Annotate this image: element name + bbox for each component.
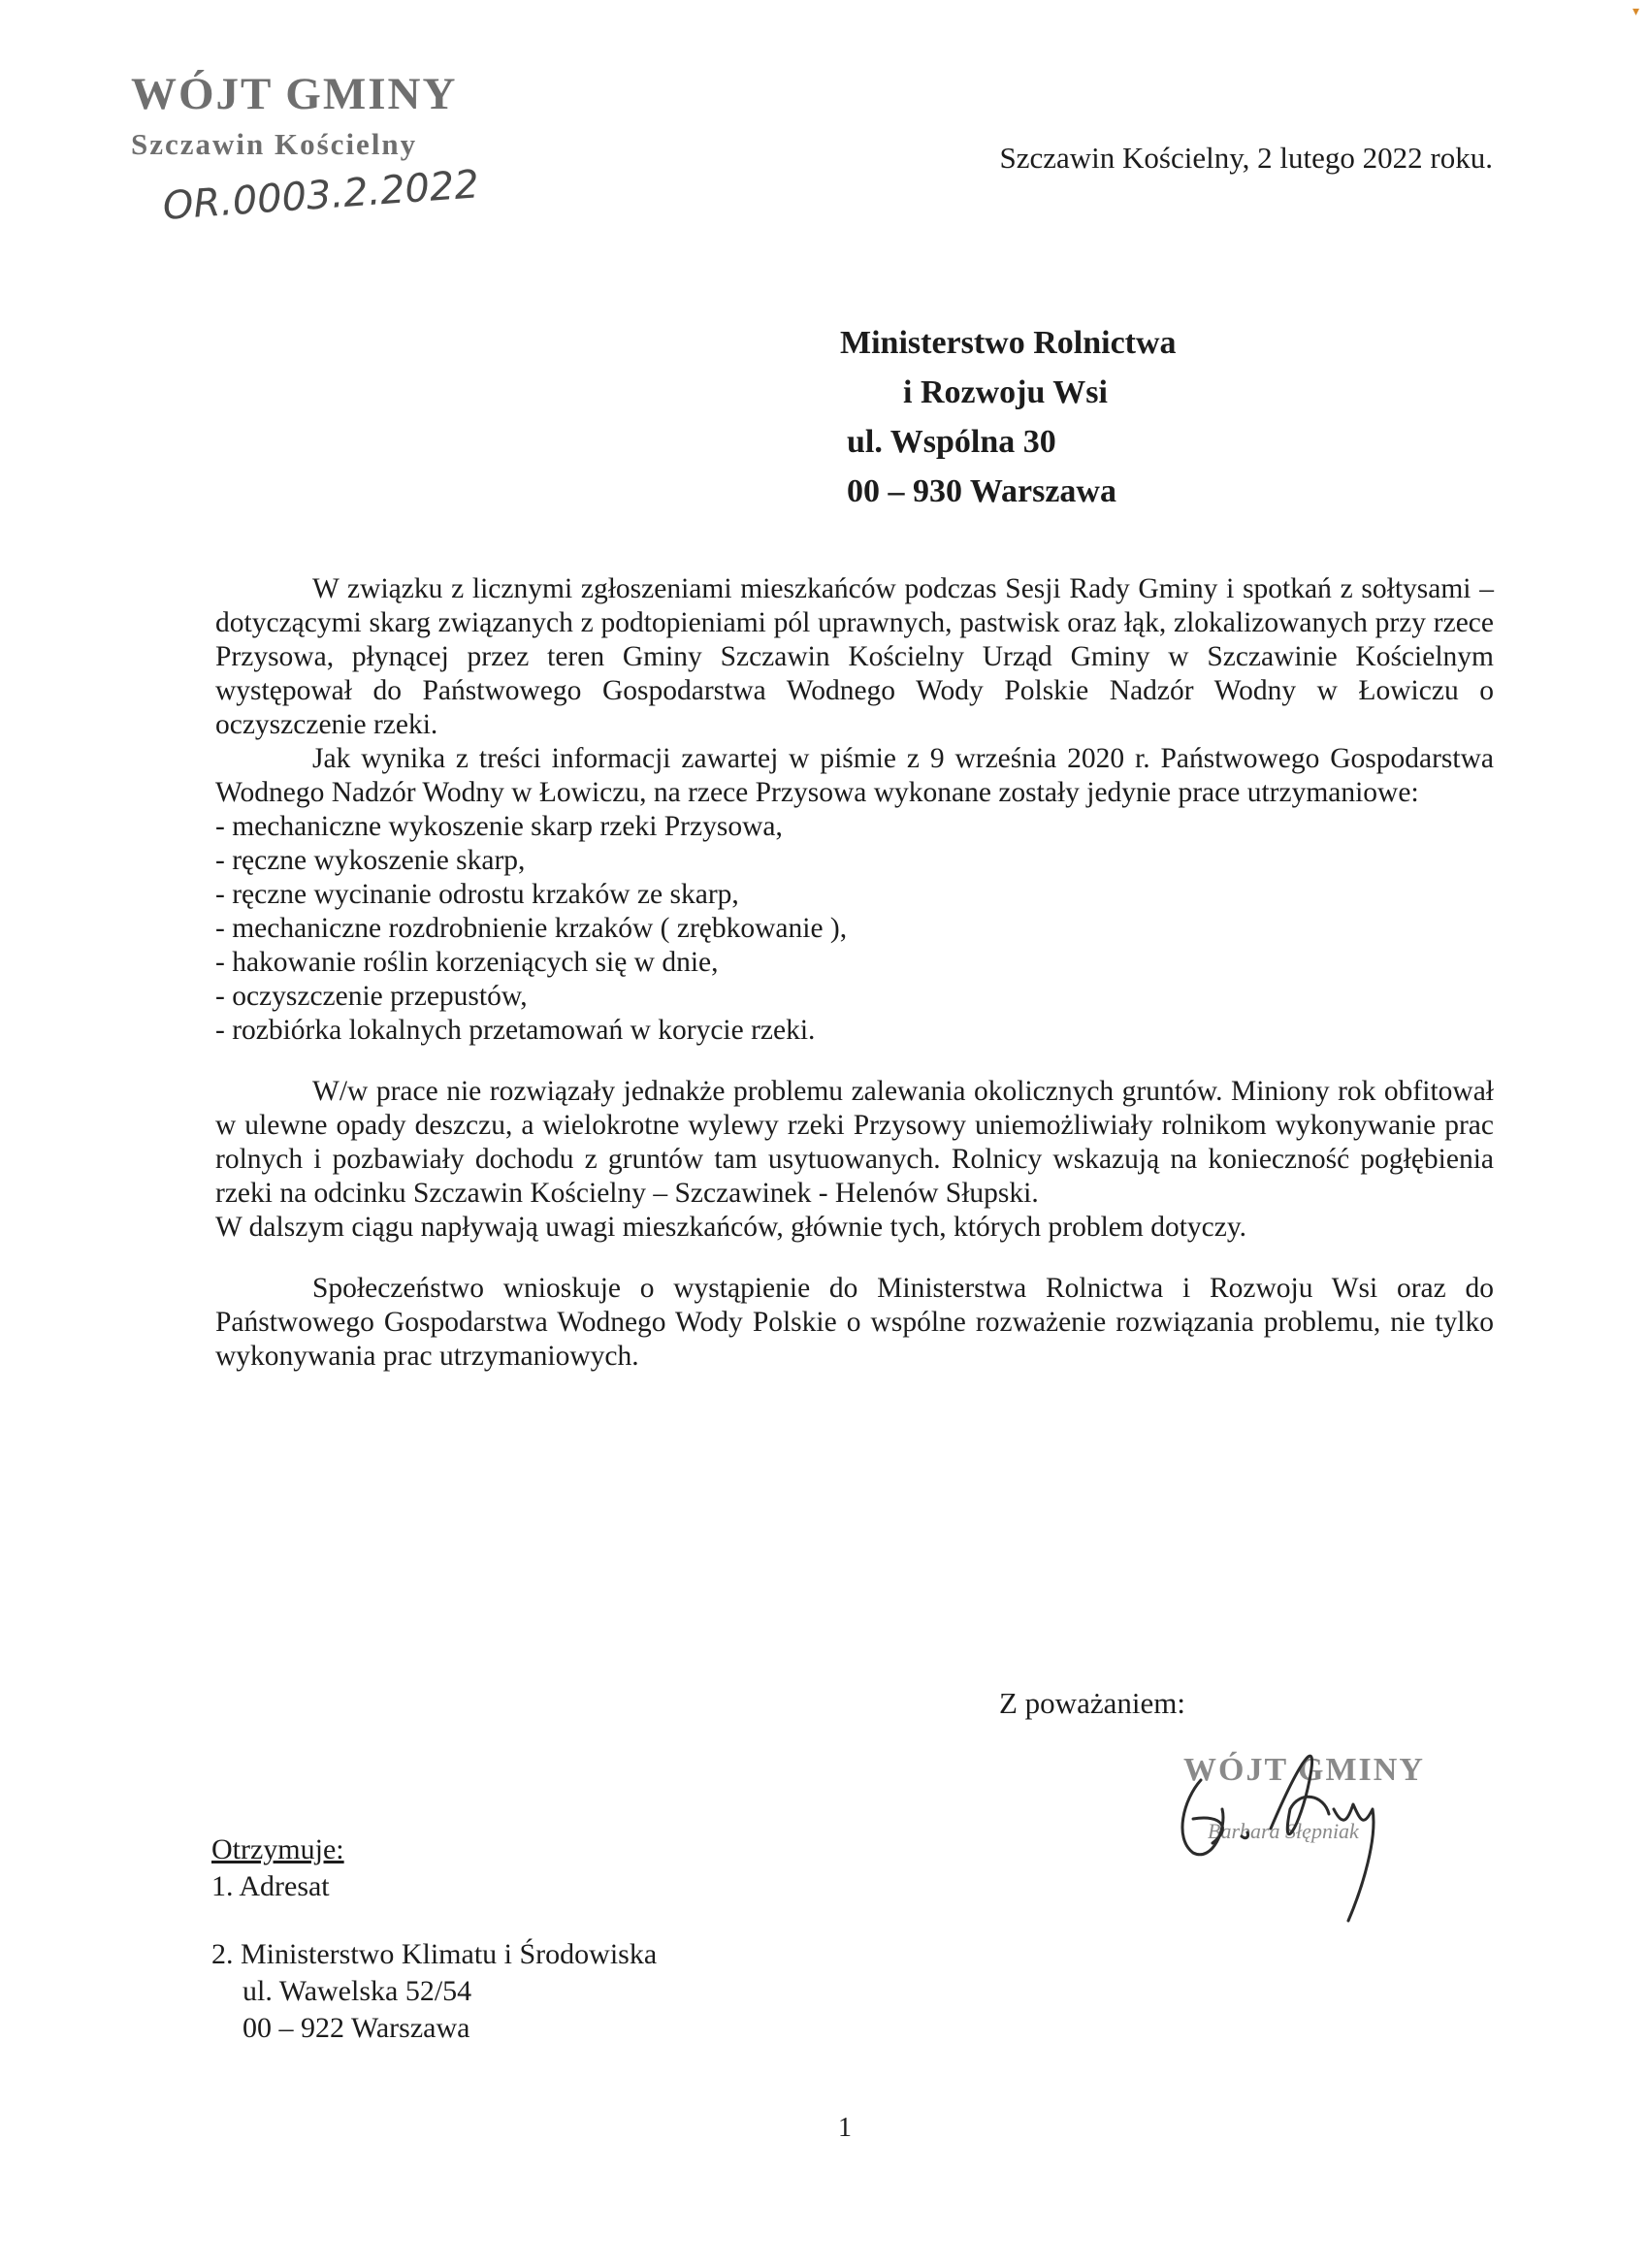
addressee-city: 00 – 930 Warszawa — [847, 473, 1116, 509]
recipient-2-name: 2. Ministerstwo Klimatu i Środowiska — [211, 1938, 658, 1970]
body-paragraph-3: W/w prace nie rozwiązały jednakże problemu zalewania okolicznych gruntów. Miniony rok obfitował w ulewne opady deszczu, a wielokrotne wylewy rzeki Przysowy uniemożliwiały rolnikom wykonywanie prac rolnych i pozbawiały dochodu z gruntów tam usytuowanych. Rolnicy wskazują na konieczność pogłębienia rzeki na odcinku Szczawin Kościelny – Szczawinek - Helenów Słupski. — [215, 1076, 1494, 1209]
body-paragraph-2: Jak wynika z treści informacji zawartej w piśmie z 9 września 2020 r. Państwowego Gospodarstwa Wodnego Nadzór Wodny w Łowiczu, na rzece Przysowa wykonane zostały jedynie prace utrzymaniowe: — [215, 743, 1494, 808]
recipients-heading: Otrzymuje: — [211, 1833, 344, 1865]
letterhead-stamp-subtitle: Szczawin Kościelny — [131, 127, 418, 161]
list-item: - rozbiórka lokalnych przetamowań w korycie rzeki. — [215, 1015, 816, 1046]
list-item: - ręczne wykoszenie skarp, — [215, 845, 526, 876]
addressee-line-2: i Rozwoju Wsi — [903, 374, 1108, 410]
recipients-block — [211, 1831, 657, 2047]
addressee-line-1: Ministerstwo Rolnictwa — [840, 325, 1177, 361]
list-item: - mechaniczne rozdrobnienie krzaków ( zrębkowanie ), — [215, 913, 848, 944]
place-and-date: Szczawin Kościelny, 2 lutego 2022 roku. — [999, 141, 1493, 175]
body-paragraph-1: W związku z licznymi zgłoszeniami mieszkańców podczas Sesji Rady Gminy i spotkań z sołtysami – dotyczącymi skarg związanych z podtopieniami pól uprawnych, pastwisk oraz łąk, zlokalizowanych przy rzece Przysowa, płynącej przez teren Gminy Szczawin Kościelny Urząd Gminy w Szczawinie Kościelnym występował do Państwowego Gospodarstwa Wodnego Wody Polskie Nadzór Wodny w Łowiczu o oczyszczenie rzeki. — [215, 573, 1494, 740]
list-item: - oczyszczenie przepustów, — [215, 981, 528, 1012]
body-paragraph-5: Społeczeństwo wnioskuje o wystąpienie do Ministerstwa Rolnictwa i Rozwoju Wsi oraz do Państwowego Gospodarstwa Wodnego Wody Polskie o wspólne rozważenie rozwiązania problemu, nie tylko wykonywania prac utrzymaniowych. — [215, 1273, 1494, 1372]
list-item: - ręczne wycinanie odrostu krzaków ze skarp, — [215, 879, 739, 910]
handwritten-reference-number: OR.0003.2.2022 — [161, 162, 481, 229]
paragraph-gap — [215, 1048, 1494, 1075]
list-item: - hakowanie roślin korzeniących się w dnie, — [215, 947, 719, 978]
list-item: - mechaniczne wykoszenie skarp rzeki Przysowa, — [215, 811, 783, 842]
addressee-block — [840, 318, 1177, 516]
signature-and-stamp — [1154, 1722, 1465, 1926]
recipient-2-street: ul. Wawelska 52/54 — [242, 1975, 472, 2007]
stamp-name-text: Barbara Słępniak — [1208, 1819, 1359, 1843]
recipient-1: 1. Adresat — [211, 1870, 330, 1902]
body-paragraph-4: W dalszym ciągu napływają uwagi mieszkańców, głównie tych, których problem dotyczy. — [215, 1212, 1247, 1243]
page-number: 1 — [838, 2113, 852, 2143]
letterhead-stamp-title: WÓJT GMINY — [131, 69, 458, 119]
paragraph-gap — [215, 1245, 1494, 1272]
recipients-gap — [211, 1905, 657, 1936]
works-list — [215, 810, 1494, 1048]
scan-corner-mark: ▾ — [1632, 5, 1639, 19]
recipient-2-city: 00 – 922 Warszawa — [242, 2012, 470, 2044]
addressee-street: ul. Wspólna 30 — [847, 424, 1056, 460]
letter-body — [215, 572, 1494, 1374]
stamp-title-text: WÓJT GMINY — [1183, 1752, 1425, 1788]
closing-salutation: Z poważaniem: — [999, 1686, 1185, 1720]
